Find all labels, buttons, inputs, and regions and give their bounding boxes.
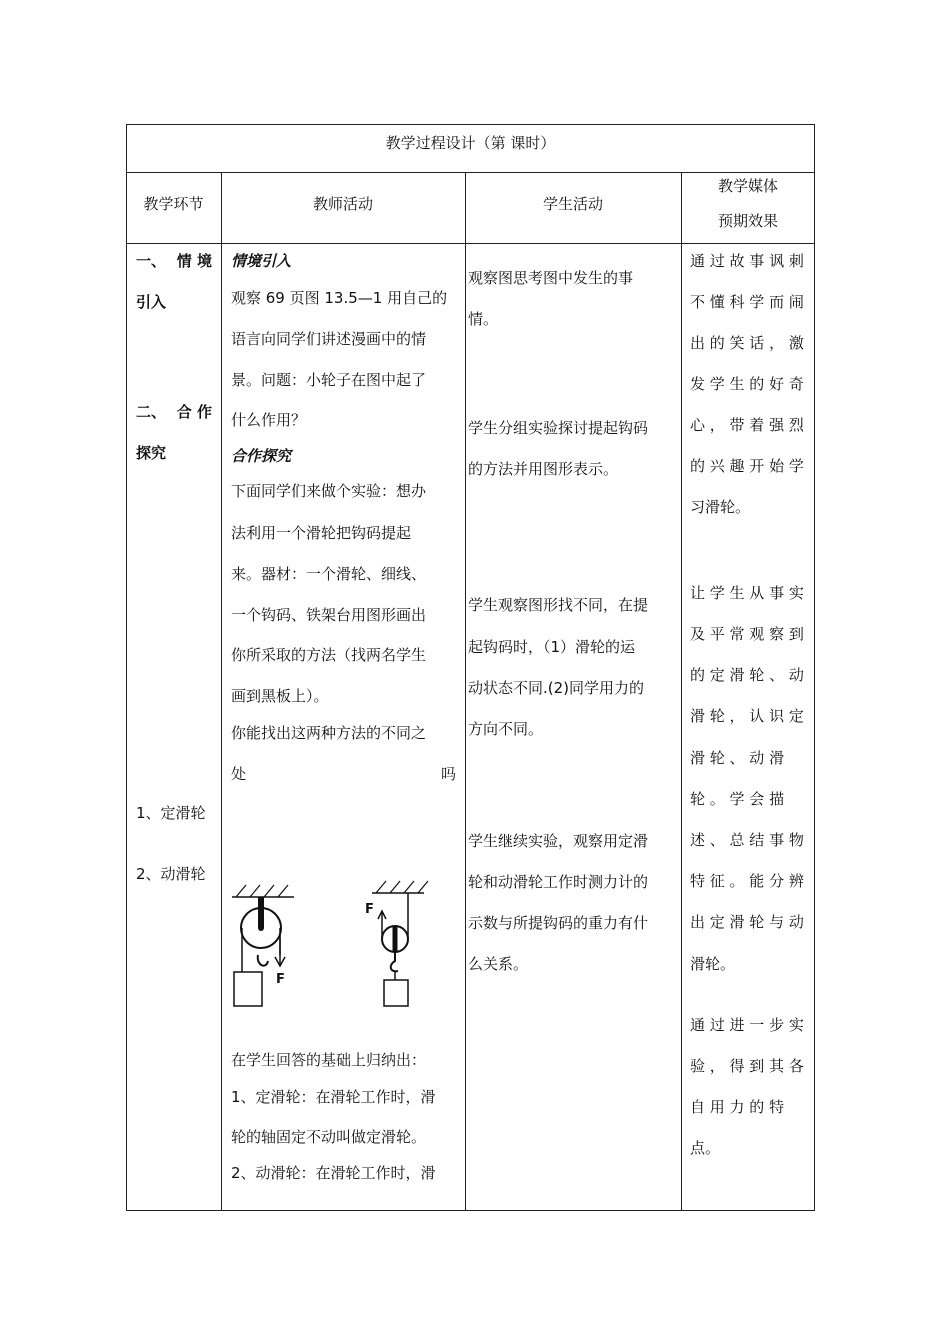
media-text-line: 出 定 滑 轮 与 动 <box>690 913 804 931</box>
teacher-text-line: 在学生回答的基础上归纳出： <box>231 1051 427 1069</box>
media-text-line: 轮 。 学 会 描 <box>690 790 785 808</box>
student-text-line: 么关系。 <box>468 955 529 973</box>
header-media-line1: 教学媒体 <box>717 177 778 195</box>
media-text-line: 的 定 滑 轮 、 动 <box>690 666 804 684</box>
teacher-text-word: 处 <box>231 765 247 783</box>
media-text-line: 述 、 总 结 事 物 <box>690 831 804 849</box>
force-label-movable: F <box>365 902 374 917</box>
student-text-line: 动状态不同.(2)同学用力的 <box>468 679 645 697</box>
teacher-text-word: 吗 <box>440 765 456 783</box>
student-text-line: 学生继续实验，观察用定滑 <box>468 832 649 850</box>
student-text-line: 观察图思考图中发生的事 <box>468 269 634 287</box>
student-text-line: 情。 <box>468 310 499 328</box>
teacher-text-line: 你所采取的方法（找两名学生 <box>231 646 427 664</box>
student-text-line: 的方法并用图形表示。 <box>468 460 619 478</box>
teacher-text-line: 画到黑板上）。 <box>231 687 329 705</box>
teacher-text-line <box>231 764 456 784</box>
teacher-text-line: 景。问题：小轮子在图中起了 <box>231 371 427 389</box>
column-divider <box>465 172 466 1211</box>
teacher-text-line: 下面同学们来做个实验：想办 <box>231 482 427 500</box>
teacher-text-line: 你能找出这两种方法的不同之 <box>231 724 427 742</box>
column-divider <box>221 172 222 1211</box>
teacher-text-line: 1、定滑轮：在滑轮工作时，滑 <box>231 1088 436 1106</box>
caption-divider <box>126 172 815 173</box>
media-text-line: 特 征 。 能 分 辨 <box>690 872 804 890</box>
teacher-text-line: 2、动滑轮：在滑轮工作时，滑 <box>231 1164 436 1182</box>
stage-1-label: 情 境 <box>176 252 212 270</box>
media-text-line: 自 用 力 的 特 <box>690 1098 785 1116</box>
student-text-line: 轮和动滑轮工作时测力计的 <box>468 873 649 891</box>
media-text-line: 滑 轮 ， 认 识 定 <box>690 707 804 725</box>
student-text-line: 示数与所提钩码的重力有什 <box>468 914 649 932</box>
header-teacher: 教师活动 <box>312 195 373 213</box>
header-divider <box>126 243 815 244</box>
teacher-text-line: 观察 69 页图 13.5—1 用自己的 <box>231 289 448 307</box>
pulley-diagram <box>228 875 460 1015</box>
force-label-fixed: F <box>276 972 285 987</box>
teacher-text-line: 什么作用？ <box>231 411 307 429</box>
table-caption: 教学过程设计（第 课时） <box>385 134 556 152</box>
media-text-line: 出 的 笑 话 ， 激 <box>690 334 804 352</box>
stage-2-title <box>136 402 212 422</box>
media-text-line: 不 懂 科 学 而 闹 <box>690 293 804 311</box>
student-text-line: 起钩码时，（1）滑轮的运 <box>468 638 636 656</box>
stage-movable-pulley: 2、动滑轮 <box>136 865 206 883</box>
teacher-text-line: 轮的轴固定不动叫做定滑轮。 <box>231 1128 427 1146</box>
media-text-line: 的 兴 趣 开 始 学 <box>690 457 804 475</box>
stage-1-number: 一、 <box>136 252 167 270</box>
stage-2-number: 二、 <box>136 403 167 421</box>
teacher-text-line: 一个钩码、铁架台用图形画出 <box>231 606 427 624</box>
media-text-line: 及 平 常 观 察 到 <box>690 625 804 643</box>
column-divider <box>681 172 682 1211</box>
stage-1-title-cont: 引入 <box>136 293 167 311</box>
media-text-line: 心 ， 带 着 强 烈 <box>690 416 804 434</box>
media-text-line: 通 过 故 事 讽 刺 <box>690 252 804 270</box>
student-text-line: 学生分组实验探讨提起钩码 <box>468 419 649 437</box>
header-media-line2: 预期效果 <box>717 212 778 230</box>
teacher-text-line: 法利用一个滑轮把钩码提起 <box>231 524 412 542</box>
teacher-text-line: 来。器材：一个滑轮、细线、 <box>231 565 427 583</box>
header-stage: 教学环节 <box>143 195 204 213</box>
stage-fixed-pulley: 1、定滑轮 <box>136 804 206 822</box>
student-text-line: 学生观察图形找不同，在提 <box>468 596 649 614</box>
stage-1-title <box>136 251 212 271</box>
student-text-line: 方向不同。 <box>468 720 544 738</box>
teacher-heading-explore: 合作探究 <box>231 447 292 465</box>
media-text-line: 习滑轮。 <box>690 498 751 516</box>
movable-pulley-figure <box>372 881 428 1006</box>
stage-2-label: 合 作 <box>176 403 212 421</box>
media-text-line: 滑 轮 、 动 滑 <box>690 749 785 767</box>
teacher-heading-intro: 情境引入 <box>231 252 292 270</box>
media-text-line: 点。 <box>690 1139 721 1157</box>
header-student: 学生活动 <box>542 195 603 213</box>
media-text-line: 让 学 生 从 事 实 <box>690 584 804 602</box>
teacher-text-line: 语言向同学们讲述漫画中的情 <box>231 330 427 348</box>
media-text-line: 滑轮。 <box>690 955 736 973</box>
media-text-line: 通 过 进 一 步 实 <box>690 1016 804 1034</box>
media-text-line: 发 学 生 的 好 奇 <box>690 375 804 393</box>
media-text-line: 验 ， 得 到 其 各 <box>690 1057 804 1075</box>
stage-2-title-cont: 探究 <box>136 444 167 462</box>
